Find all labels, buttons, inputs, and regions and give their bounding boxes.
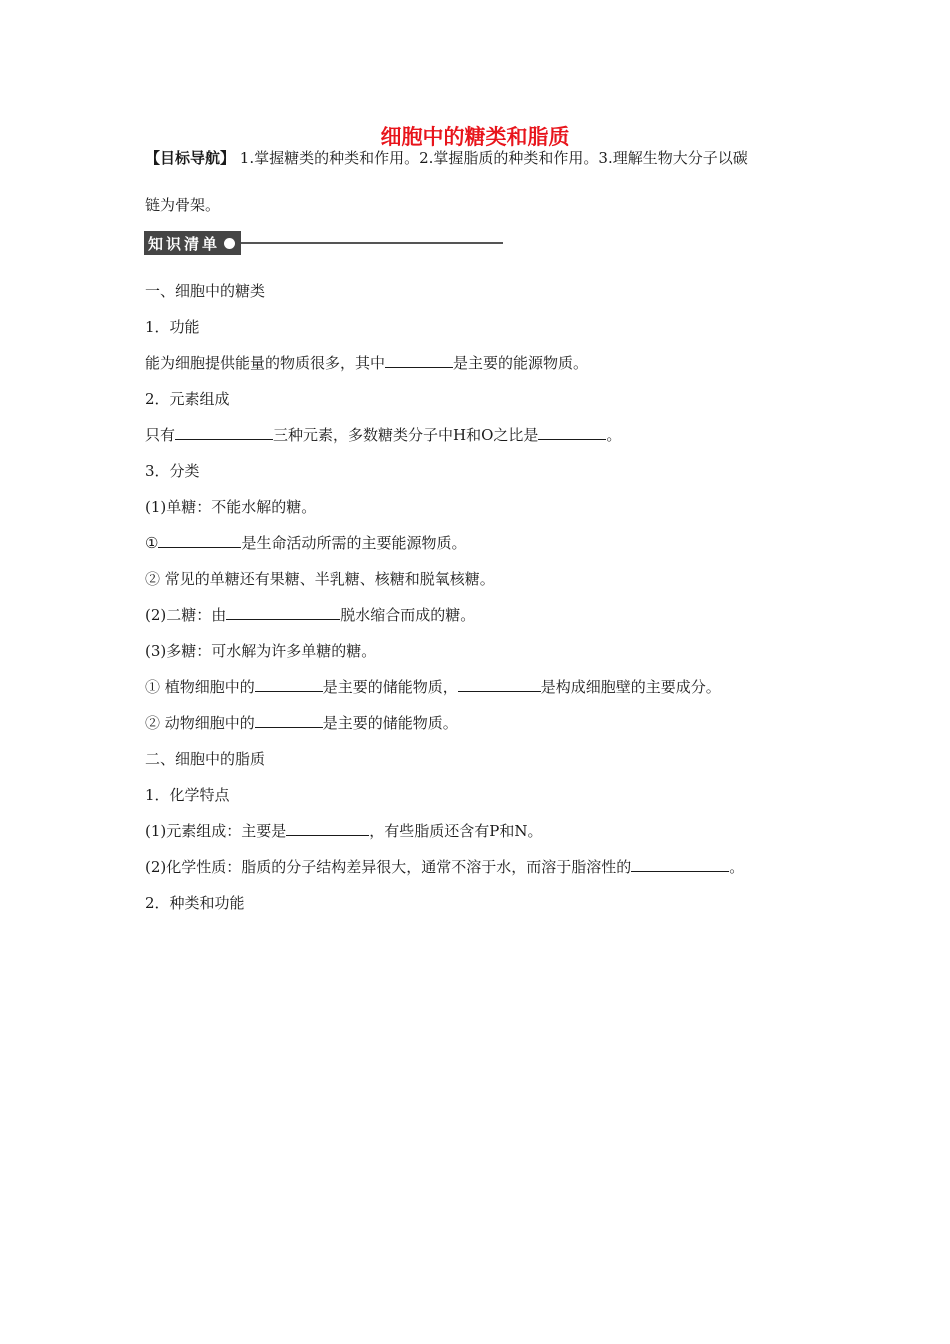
- answer-blank[interactable]: [175, 425, 273, 440]
- disaccharide-line: (2)二糖：由 脱水缩合而成的糖。: [145, 606, 476, 624]
- other-monosaccharides-line: ② 常见的单糖还有果糖、半乳糖、核糖和脱氧核糖。: [145, 570, 495, 588]
- polysaccharide-line: (3)多糖：可水解为许多单糖的糖。: [145, 642, 377, 660]
- function-line: 能为细胞提供能量的物质很多，其中 是主要的能源物质。: [145, 354, 589, 372]
- answer-blank[interactable]: [538, 425, 606, 440]
- plant-polysaccharide-line: ① 植物细胞中的 是主要的储能物质， 是构成细胞壁的主要成分。: [145, 678, 721, 696]
- subheading-classification: 3．分类: [145, 462, 200, 480]
- answer-blank[interactable]: [458, 677, 541, 692]
- lipid-properties-line: (2)化学性质：脂质的分子结构差异很大，通常不溶于水，而溶于脂溶性的 。: [145, 858, 745, 876]
- glucose-line: ① 是生命活动所需的主要能源物质。: [145, 534, 467, 552]
- goal-tag: 【目标导航】: [145, 149, 236, 167]
- answer-blank[interactable]: [255, 677, 323, 692]
- subheading-types-functions: 2．种类和功能: [145, 894, 245, 912]
- answer-blank[interactable]: [631, 857, 729, 872]
- answer-blank[interactable]: [286, 821, 369, 836]
- animal-polysaccharide-line: ② 动物细胞中的 是主要的储能物质。: [145, 714, 458, 732]
- bullet-dot-icon: [224, 238, 235, 249]
- section-banner: [144, 231, 503, 255]
- goal-text: 1.掌握糖类的种类和作用。2.掌握脂质的种类和作用。3.理解生物大分子以碳: [239, 149, 748, 167]
- subheading-chemical-features: 1．化学特点: [145, 786, 230, 804]
- answer-blank[interactable]: [255, 713, 323, 728]
- subheading-function: 1．功能: [145, 318, 200, 336]
- monosaccharide-line: (1)单糖：不能水解的糖。: [145, 498, 317, 516]
- page-title: 细胞中的糖类和脂质: [380, 125, 570, 149]
- heading-lipids: 二、细胞中的脂质: [145, 750, 266, 768]
- goal-text-continued: 链为骨架。: [145, 196, 221, 214]
- subheading-elements: 2．元素组成: [145, 390, 230, 408]
- heading-sugars: 一、细胞中的糖类: [145, 282, 266, 300]
- lipid-elements-line: (1)元素组成：主要是 ，有些脂质还含有P和N。: [145, 822, 543, 840]
- banner-box: [144, 231, 241, 255]
- answer-blank[interactable]: [158, 533, 241, 548]
- learning-goals: [145, 148, 748, 168]
- answer-blank[interactable]: [226, 605, 340, 620]
- elements-line: 只有 三种元素，多数糖类分子中H和O之比是 。: [145, 426, 622, 444]
- banner-label: 知识清单: [148, 234, 221, 253]
- banner-rule: [241, 242, 503, 244]
- answer-blank[interactable]: [385, 353, 453, 368]
